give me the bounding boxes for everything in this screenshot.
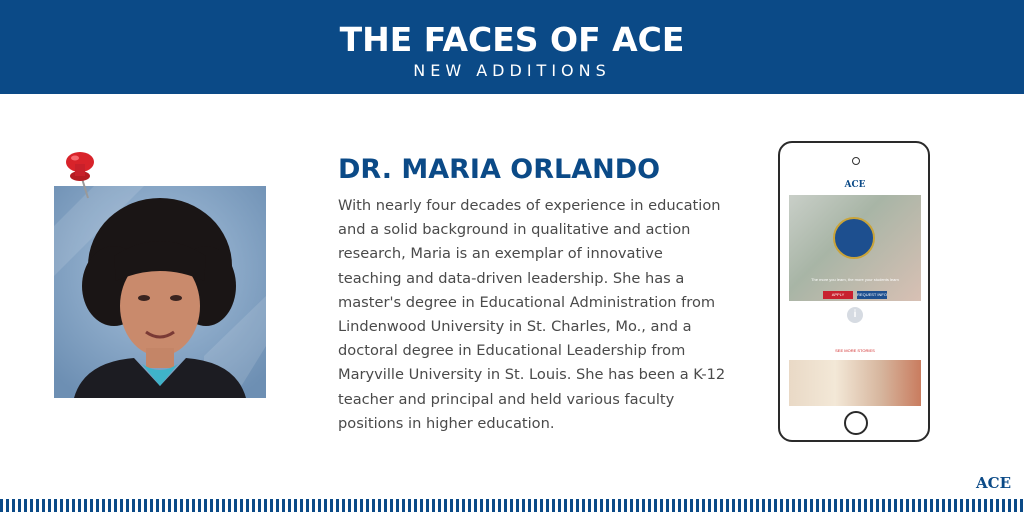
info-icon: i	[847, 307, 863, 323]
profile-name: DR. MARIA ORLANDO	[338, 154, 661, 185]
footer-ace-logo: ACE	[976, 474, 1012, 492]
mini-hero-tagline: The more you learn, the more your students learn	[811, 277, 899, 282]
mini-classroom-image	[789, 360, 921, 406]
mini-ace-logo: ACE	[844, 180, 866, 190]
phone-screen	[787, 176, 923, 406]
pushpin-icon	[60, 150, 100, 202]
mini-apply-button[interactable]: APPLY	[823, 291, 853, 299]
banner-title: THE FACES OF ACE	[339, 20, 685, 59]
profile-bio: With nearly four decades of experience in education and a solid background in qualitative and action research, Maria is an exemplar of innovative teaching and data-driven leadership. She has a master's degree in Educational Administration from Lindenwood University in St. Charles, Mo., and a doctoral degree in Educational Leadership from Maryville University in St. Louis. She has been a K-12 teacher and principal and held various faculty positions in higher education.	[338, 197, 726, 432]
banner-subtitle: NEW ADDITIONS	[413, 61, 611, 80]
mini-see-more-link[interactable]: SEE MORE STORIES	[835, 348, 875, 353]
header-banner	[0, 0, 1024, 94]
mini-request-info-button[interactable]: REQUEST INFO	[857, 292, 887, 297]
phone-home-button	[844, 411, 868, 435]
footer-stripe	[0, 499, 1024, 512]
mini-hero-image	[789, 195, 921, 301]
portrait-illustration	[54, 186, 266, 398]
phone-camera-icon	[852, 157, 860, 165]
profile-photo	[54, 186, 266, 398]
seal-icon	[833, 217, 875, 259]
phone-mockup	[778, 141, 930, 442]
